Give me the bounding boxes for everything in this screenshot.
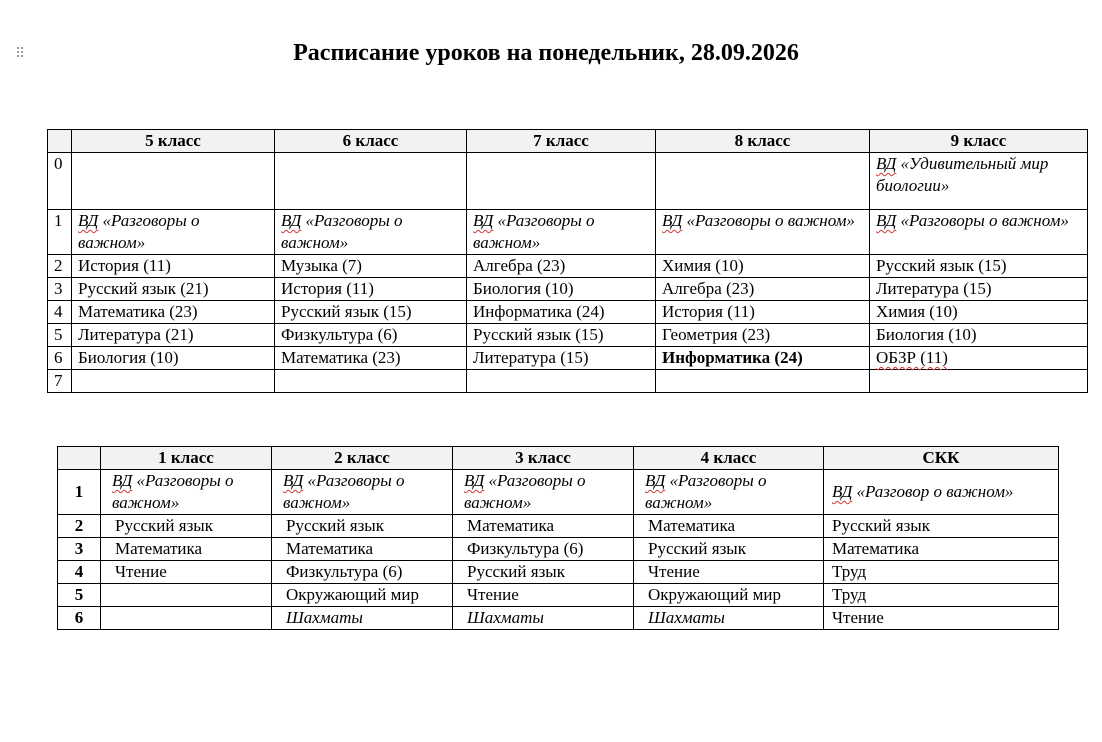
vd-abbreviation: ВД [112, 471, 133, 490]
vd-abbreviation: ВД [283, 471, 304, 490]
table-cell[interactable]: Музыка (7) [275, 255, 467, 278]
lesson-number: 3 [58, 538, 101, 561]
lesson-number: 5 [48, 324, 72, 347]
vd-abbreviation: ВД [464, 471, 485, 490]
table-cell[interactable]: Русский язык (15) [870, 255, 1088, 278]
table-cell[interactable] [275, 153, 467, 210]
column-header: 2 класс [272, 447, 453, 470]
cell-text: «Разговоры о важном» [283, 471, 405, 512]
table-cell[interactable] [101, 584, 272, 607]
schedule-table-grades-5-9 [47, 129, 1088, 393]
table-cell[interactable]: Русский язык [453, 561, 634, 584]
cell-text: «Разговоры о важном» [281, 211, 403, 252]
table-row [58, 584, 1059, 607]
table-row [48, 278, 1088, 301]
lesson-number: 2 [48, 255, 72, 278]
table-row [48, 210, 1088, 255]
table-cell[interactable] [275, 370, 467, 393]
table-cell[interactable] [656, 210, 870, 255]
page-title: Расписание уроков на понедельник, 28.09.2026 [293, 40, 799, 66]
column-header: 5 класс [72, 130, 275, 153]
column-header: 9 класс [870, 130, 1088, 153]
table-cell[interactable] [870, 153, 1088, 210]
table-cell[interactable] [870, 347, 1088, 370]
table-cell[interactable] [634, 470, 824, 515]
vd-abbreviation: ВД [662, 211, 683, 230]
table-cell[interactable]: История (11) [656, 301, 870, 324]
table-cell[interactable]: Русский язык (15) [467, 324, 656, 347]
table-cell[interactable]: Математика [272, 538, 453, 561]
lesson-number: 7 [48, 370, 72, 393]
table-cell[interactable]: Шахматы [272, 607, 453, 630]
table-cell[interactable] [467, 370, 656, 393]
lesson-number: 4 [48, 301, 72, 324]
cell-text: «Разговоры о важном» [473, 211, 595, 252]
table-cell[interactable]: Математика [453, 515, 634, 538]
table-cell[interactable] [101, 470, 272, 515]
table-row [48, 301, 1088, 324]
vd-abbreviation: ВД [473, 211, 494, 230]
table-cell[interactable]: Труд [824, 584, 1059, 607]
cell-text: «Разговоры о важном» [78, 211, 200, 252]
lesson-number: 2 [58, 515, 101, 538]
table-row [48, 153, 1088, 210]
column-header: 8 класс [656, 130, 870, 153]
table-cell[interactable]: История (11) [72, 255, 275, 278]
table-cell[interactable] [656, 370, 870, 393]
vd-abbreviation: ВД [876, 211, 897, 230]
table-cell[interactable]: Биология (10) [72, 347, 275, 370]
table-row [58, 515, 1059, 538]
table-row [48, 324, 1088, 347]
table-cell[interactable] [870, 210, 1088, 255]
table-row [48, 370, 1088, 393]
table-cell[interactable] [272, 470, 453, 515]
table-cell[interactable]: Физкультура (6) [275, 324, 467, 347]
table-cell[interactable] [275, 210, 467, 255]
table-row [58, 561, 1059, 584]
vd-abbreviation: ВД [832, 482, 853, 501]
table-cell[interactable]: Литература (15) [467, 347, 656, 370]
table-row [48, 255, 1088, 278]
lesson-number: 6 [48, 347, 72, 370]
table-cell[interactable]: Физкультура (6) [453, 538, 634, 561]
table-cell[interactable]: Химия (10) [656, 255, 870, 278]
table-cell[interactable]: Математика [824, 538, 1059, 561]
cell-text: «Разговоры о важном» [896, 211, 1069, 230]
table-cell[interactable]: Литература (15) [870, 278, 1088, 301]
table-cell[interactable]: Математика [101, 538, 272, 561]
header-corner-cell [48, 130, 72, 153]
lesson-number: 3 [48, 278, 72, 301]
table-cell[interactable] [72, 210, 275, 255]
table-row [58, 470, 1059, 515]
table-cell[interactable]: Литература (21) [72, 324, 275, 347]
column-header: 4 класс [634, 447, 824, 470]
table-cell[interactable]: Физкультура (6) [272, 561, 453, 584]
table-cell[interactable]: Шахматы [634, 607, 824, 630]
table-cell[interactable]: Русский язык (21) [72, 278, 275, 301]
cell-text: «Разговоры о важном» [645, 471, 767, 512]
table-cell[interactable]: Русский язык [272, 515, 453, 538]
table-cell[interactable]: Чтение [101, 561, 272, 584]
lesson-number: 4 [58, 561, 101, 584]
table-cell[interactable]: Алгебра (23) [656, 278, 870, 301]
column-header: 6 класс [275, 130, 467, 153]
header-corner-cell [58, 447, 101, 470]
table-cell[interactable]: Чтение [453, 584, 634, 607]
table-cell[interactable] [824, 470, 1059, 515]
table-cell[interactable] [72, 153, 275, 210]
vd-abbreviation: ВД [876, 154, 897, 173]
lesson-number: 0 [48, 153, 72, 210]
table-cell[interactable]: Чтение [634, 561, 824, 584]
table-cell[interactable]: Окружающий мир [634, 584, 824, 607]
table-cell[interactable]: Информатика (24) [656, 347, 870, 370]
table-cell[interactable] [101, 607, 272, 630]
cell-text: «Удивительный мир биологии» [876, 154, 1049, 195]
table-cell[interactable] [656, 153, 870, 210]
cell-text: «Разговор о важном» [852, 482, 1014, 501]
table-cell[interactable]: Математика [634, 515, 824, 538]
table-cell[interactable]: Русский язык [101, 515, 272, 538]
table-cell[interactable]: Русский язык [634, 538, 824, 561]
table-cell[interactable]: Алгебра (23) [467, 255, 656, 278]
table-cell[interactable]: Информатика (24) [467, 301, 656, 324]
table-cell[interactable]: Шахматы [453, 607, 634, 630]
cell-text: «Разговоры о важном» [682, 211, 855, 230]
cell-text: ОБЗР (11) [876, 348, 948, 367]
table-row [58, 607, 1059, 630]
column-header: 7 класс [467, 130, 656, 153]
table-cell[interactable] [467, 210, 656, 255]
cell-text: «Разговоры о важном» [112, 471, 234, 512]
cell-text: «Разговоры о важном» [464, 471, 586, 512]
table-cell[interactable]: Биология (10) [870, 324, 1088, 347]
table-row [48, 347, 1088, 370]
table-cell[interactable]: Окружающий мир [272, 584, 453, 607]
lesson-number: 5 [58, 584, 101, 607]
table-cell[interactable]: Химия (10) [870, 301, 1088, 324]
table-cell[interactable]: Математика (23) [275, 347, 467, 370]
table-cell[interactable]: Биология (10) [467, 278, 656, 301]
table-cell[interactable] [870, 370, 1088, 393]
column-header: СКК [824, 447, 1059, 470]
lesson-number: 1 [58, 470, 101, 515]
table-cell[interactable]: История (11) [275, 278, 467, 301]
table-cell[interactable] [467, 153, 656, 210]
column-header: 1 класс [101, 447, 272, 470]
vd-abbreviation: ВД [78, 211, 99, 230]
table-cell[interactable]: Чтение [824, 607, 1059, 630]
table-cell[interactable]: Труд [824, 561, 1059, 584]
table-cell[interactable]: Математика (23) [72, 301, 275, 324]
drag-handle-icon[interactable]: ⠿ [15, 46, 25, 62]
column-header: 3 класс [453, 447, 634, 470]
lesson-number: 6 [58, 607, 101, 630]
table-cell[interactable]: Русский язык [824, 515, 1059, 538]
table-row [58, 538, 1059, 561]
vd-abbreviation: ВД [645, 471, 666, 490]
table-cell[interactable] [453, 470, 634, 515]
table-cell[interactable]: Русский язык (15) [275, 301, 467, 324]
schedule-table-grades-1-4 [57, 446, 1059, 630]
lesson-number: 1 [48, 210, 72, 255]
table-cell[interactable]: Геометрия (23) [656, 324, 870, 347]
table-cell[interactable] [72, 370, 275, 393]
vd-abbreviation: ВД [281, 211, 302, 230]
